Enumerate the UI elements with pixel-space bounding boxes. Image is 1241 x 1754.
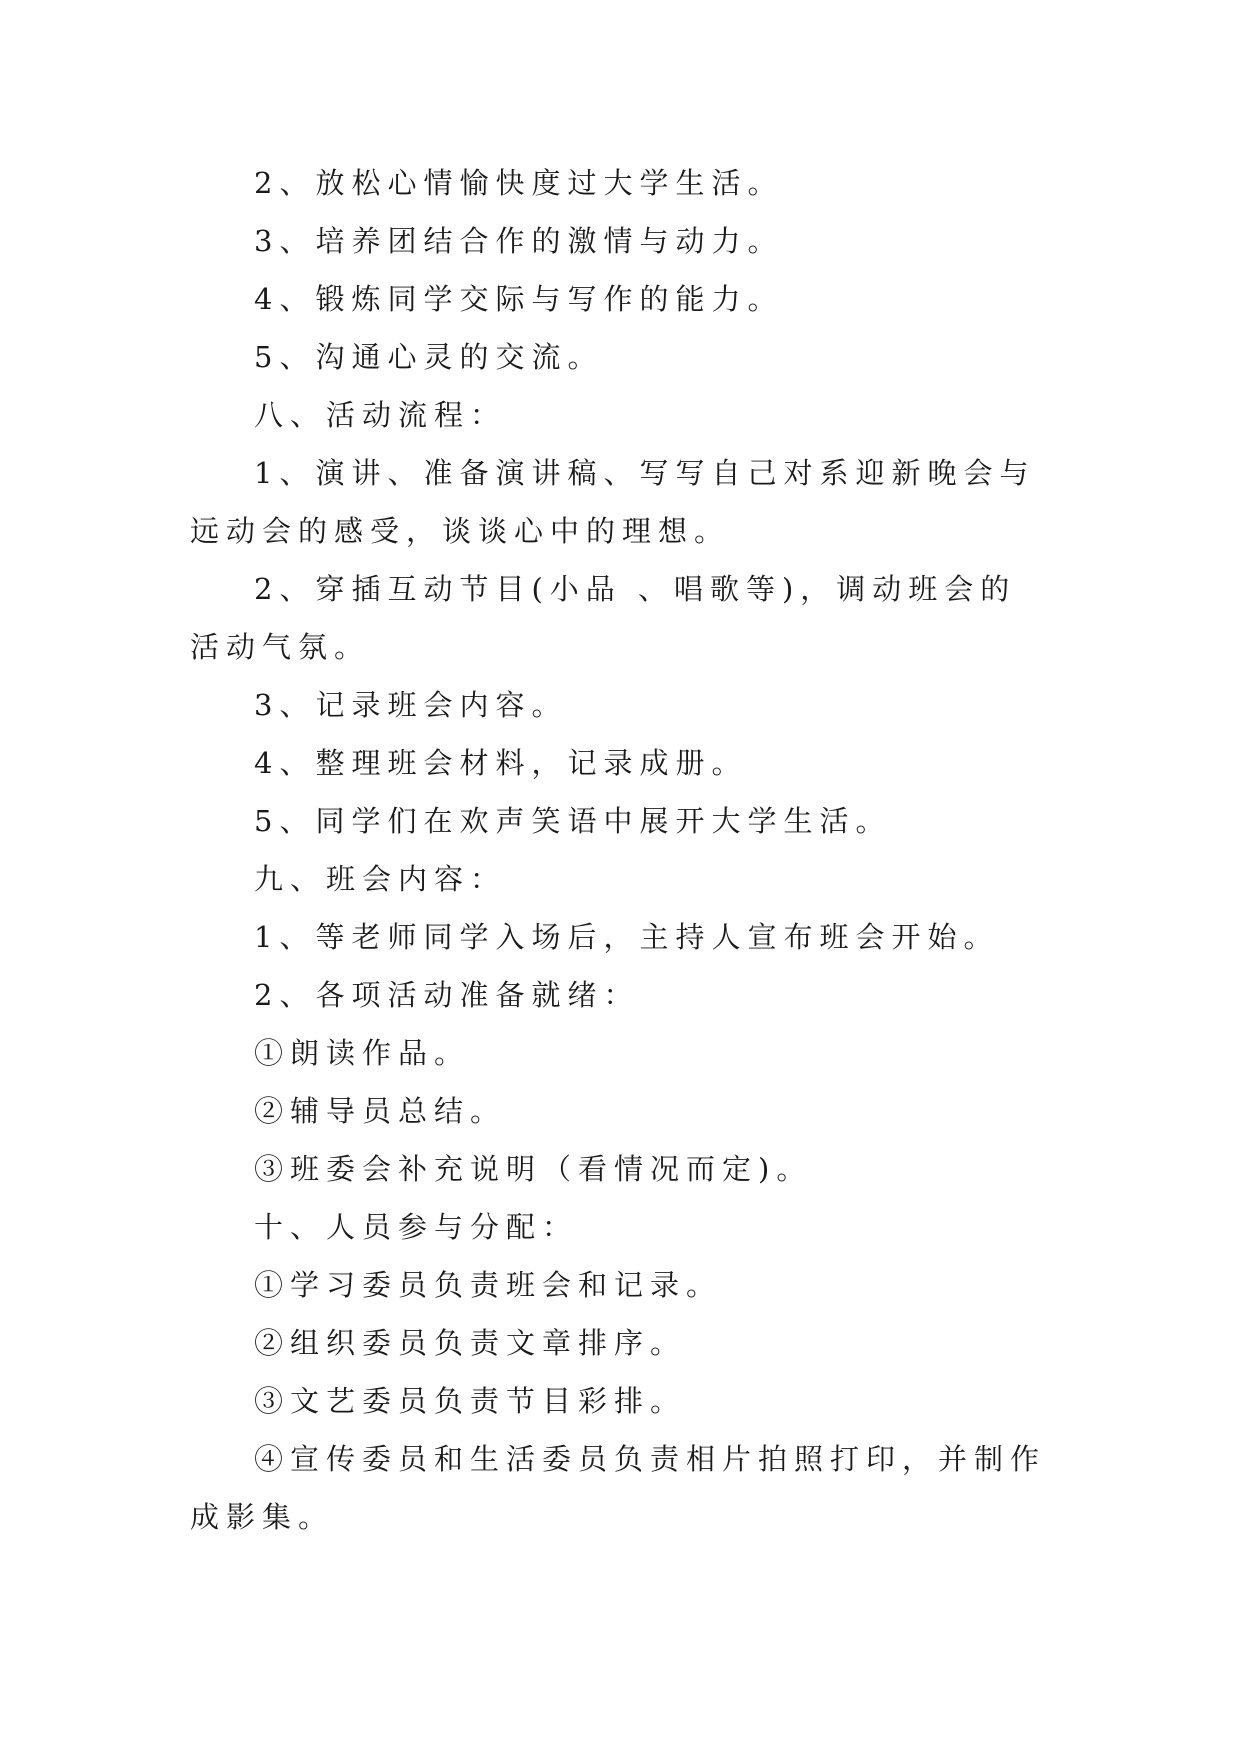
paragraph: 3、培养团结合作的激情与动力。 [254, 224, 784, 258]
paragraph: ②辅导员总结。 [254, 1094, 507, 1128]
paragraph: ①学习委员负责班会和记录。 [254, 1268, 723, 1302]
paragraph: ①朗读作品。 [254, 1036, 471, 1070]
paragraph: ③文艺委员负责节目彩排。 [254, 1384, 687, 1418]
paragraph: 2、放松心情愉快度过大学生活。 [254, 166, 784, 200]
section-heading: 八、活动流程： [254, 398, 507, 432]
section-heading: 十、人员参与分配： [254, 1210, 579, 1244]
paragraph: 2、各项活动准备就绪： [254, 978, 640, 1012]
paragraph: 2、穿插互动节目(小品 、唱歌等)，调动班会的活动气氛。 [190, 572, 1017, 664]
paragraph: 5、沟通心灵的交流。 [254, 340, 604, 374]
paragraph: 4、整理班会材料，记录成册。 [254, 746, 748, 780]
paragraph: 5、同学们在欢声笑语中展开大学生活。 [254, 804, 892, 838]
paragraph: ②组织委员负责文章排序。 [254, 1326, 687, 1360]
paragraph: 4、锻炼同学交际与写作的能力。 [254, 282, 784, 316]
paragraph: ④宣传委员和生活委员负责相片拍照打印，并制作成影集。 [190, 1442, 1047, 1534]
section-heading: 九、班会内容： [254, 862, 507, 896]
paragraph: 3、记录班会内容。 [254, 688, 568, 722]
paragraph: ③班委会补充说明（看情况而定)。 [254, 1152, 813, 1186]
paragraph: 1、等老师同学入场后，主持人宣布班会开始。 [254, 920, 1000, 954]
paragraph: 1、演讲、准备演讲稿、写写自己对系迎新晚会与远动会的感受，谈谈心中的理想。 [190, 456, 1036, 548]
